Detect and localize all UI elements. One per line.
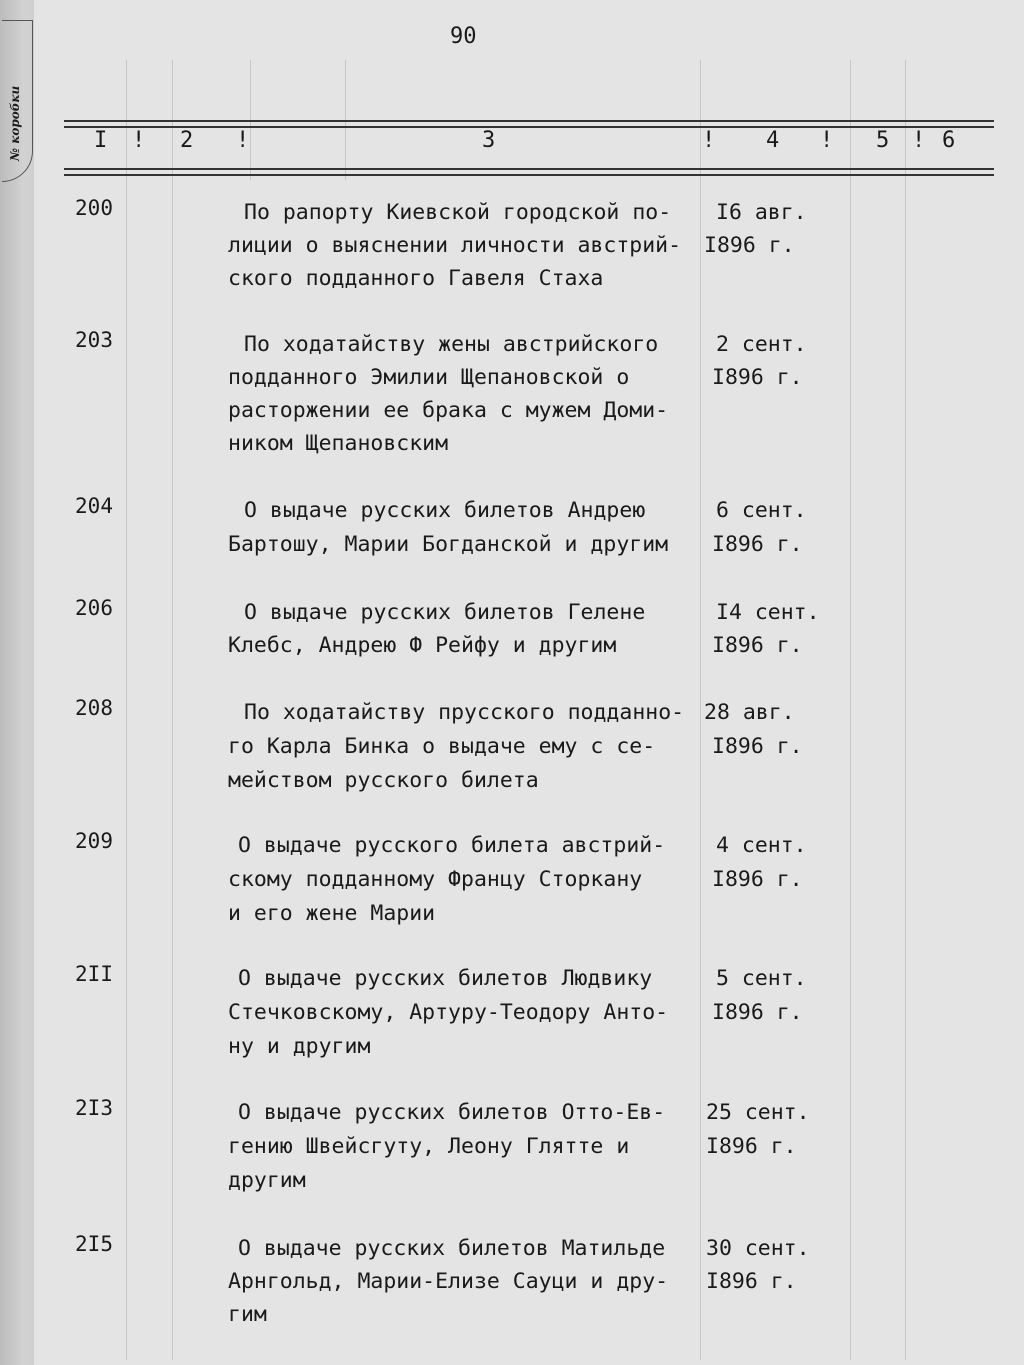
record-title-line: О выдаче русских билетов Отто-Ев- (238, 1100, 666, 1125)
record-title-line: О выдаче русских билетов Людвику (238, 966, 653, 991)
record-title-line: Клебс, Андрею Ф Рейфу и другим (228, 633, 617, 658)
record-title-line: подданного Эмилии Щепановской о (228, 365, 630, 390)
header-top-rule-2 (64, 126, 994, 128)
record-title-line: О выдаче русских билетов Матильде (238, 1236, 666, 1261)
header-col-3: 3 (482, 128, 496, 153)
record-year: I896 г. (704, 233, 795, 258)
header-top-rule (64, 120, 994, 122)
record-title-line: гению Швейсгуту, Леону Глятте и (228, 1134, 630, 1159)
header-separator: ! (912, 128, 926, 153)
header-col-5: 5 (876, 128, 890, 153)
box-number-text: № коробки (8, 85, 22, 161)
record-number: 203 (75, 328, 113, 352)
record-title-line: По рапорту Киевской городской по- (244, 200, 672, 225)
record-title-line: По ходатайству прусского подданно- (244, 700, 685, 725)
record-title-line: Бартошу, Марии Богданской и другим (228, 532, 669, 557)
record-title-line: гим (228, 1302, 267, 1327)
record-title-line: скому подданному Францу Сторкану (228, 867, 643, 892)
record-number: 2I3 (75, 1096, 113, 1120)
record-title-line: О выдаче русских билетов Гелене (244, 600, 646, 625)
box-number-label (2, 20, 33, 182)
record-date: 5 сент. (716, 966, 807, 991)
record-date: I4 сент. (716, 600, 820, 625)
record-year: I896 г. (712, 734, 803, 759)
record-date: 2 сент. (716, 332, 807, 357)
header-separator: ! (236, 128, 250, 153)
record-title-line: О выдаче русского билета австрий- (238, 833, 666, 858)
record-number: 206 (75, 596, 113, 620)
record-year: I896 г. (712, 633, 803, 658)
record-date: 4 сент. (716, 833, 807, 858)
record-year: I896 г. (712, 365, 803, 390)
record-date: I6 авг. (716, 200, 807, 225)
binding-strip (0, 0, 34, 1365)
header-col-4: 4 (766, 128, 780, 153)
record-year: I896 г. (712, 867, 803, 892)
record-number: 200 (75, 196, 113, 220)
record-title-line: Стечковскому, Артуру-Теодору Анто- (228, 1000, 669, 1025)
record-number: 209 (75, 829, 113, 853)
record-title-line: ником Щепановским (228, 431, 449, 456)
record-title-line: По ходатайству жены австрийского (244, 332, 659, 357)
header-separator: ! (820, 128, 834, 153)
record-title-line: ского подданного Гавеля Стаха (228, 266, 604, 291)
record-title-line: другим (228, 1168, 306, 1193)
record-title-line: О выдаче русских билетов Андрею (244, 498, 646, 523)
record-date: 28 авг. (704, 700, 795, 725)
record-title-line: лиции о выяснении личности австрий- (228, 233, 682, 258)
record-year: I896 г. (712, 1000, 803, 1025)
header-separator: ! (702, 128, 716, 153)
page-number: 90 (450, 24, 477, 49)
header-bottom-rule (64, 168, 994, 170)
header-separator: ! (132, 128, 146, 153)
record-number: 2I5 (75, 1232, 113, 1256)
record-title-line: и его жене Марии (228, 901, 436, 926)
record-date: 6 сент. (716, 498, 807, 523)
record-date: 30 сент. (706, 1236, 810, 1261)
record-date: 25 сент. (706, 1100, 810, 1125)
record-number: 208 (75, 696, 113, 720)
record-number: 2II (75, 962, 113, 986)
header-col-2: 2 (180, 128, 194, 153)
header-col-1: I (94, 128, 108, 153)
header-col-6: 6 (942, 128, 956, 153)
record-year: I896 г. (712, 532, 803, 557)
record-title-line: мейством русского билета (228, 768, 539, 793)
record-title-line: го Карла Бинка о выдаче ему с се- (228, 734, 656, 759)
record-title-line: расторжении ее брака с мужем Доми- (228, 398, 669, 423)
record-title-line: ну и другим (228, 1034, 371, 1059)
record-number: 204 (75, 494, 113, 518)
record-year: I896 г. (706, 1269, 797, 1294)
record-year: I896 г. (706, 1134, 797, 1159)
header-bottom-rule-2 (64, 174, 994, 176)
record-title-line: Арнгольд, Марии-Елизе Сауци и дру- (228, 1269, 669, 1294)
